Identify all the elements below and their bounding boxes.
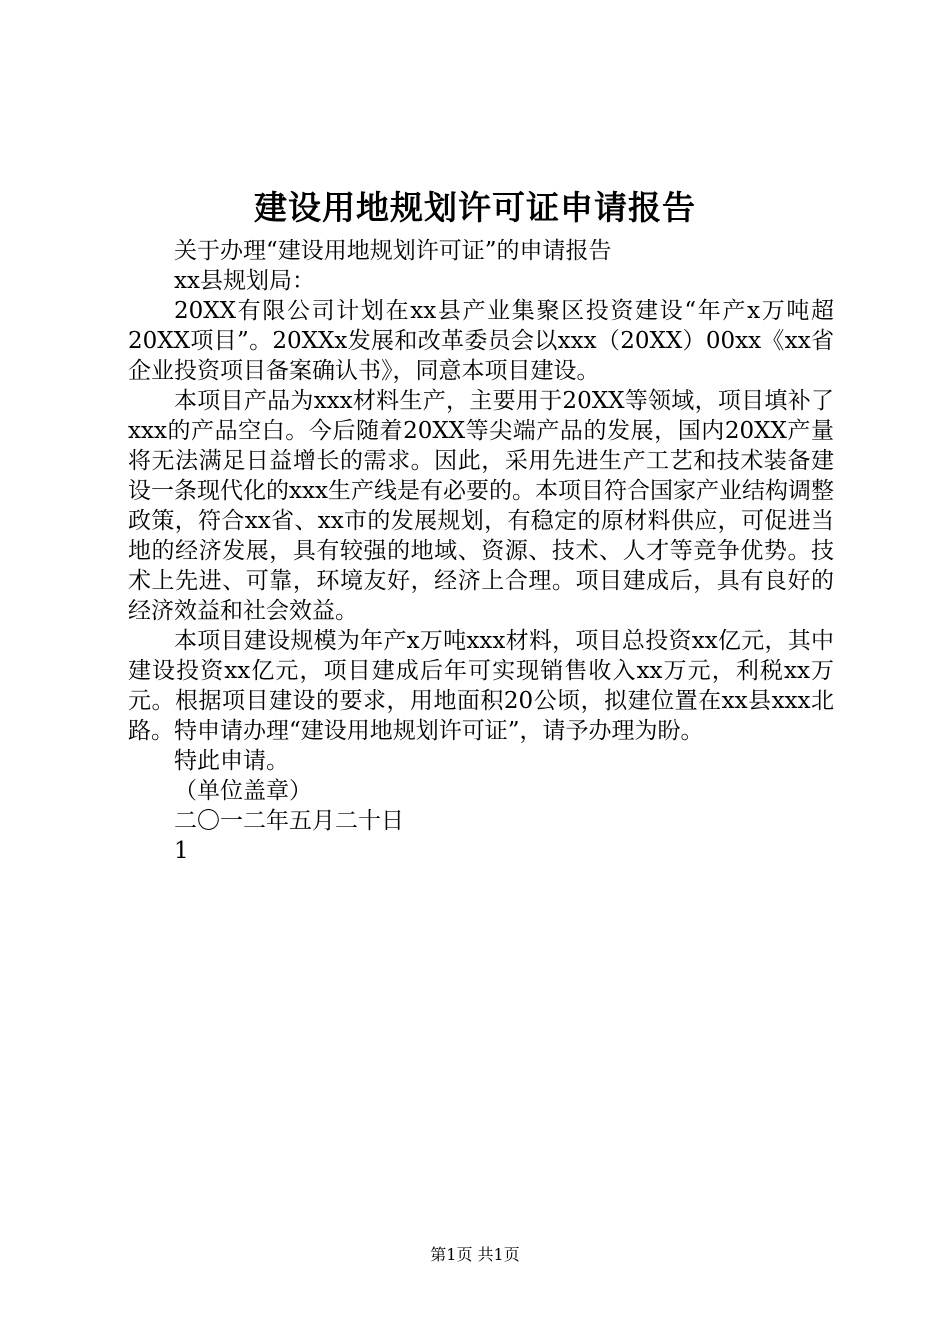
seal-line: （单位盖章）: [174, 778, 312, 804]
recipient-line: xx县规划局：: [174, 268, 315, 294]
body-paragraph: 本项目建设规模为年产x万吨xxx材料，项目总投资xx亿元，其中建设投资xx亿元，项目建成后年可实现销售收入xx万元，利税xx万元。根据项目建设的要求，用地面积20公顷，拟建位置在xx县xxx北路。特申请办理“建设用地规划许可证”，请予办理为盼。: [128, 628, 834, 744]
subject-line: 关于办理“建设用地规划许可证”的申请报告: [174, 238, 612, 264]
page-marker: 1: [174, 838, 189, 864]
date-line: 二〇一二年五月二十日: [174, 808, 404, 834]
body-paragraph: 20XX有限公司计划在xx县产业集聚区投资建设“年产x万吨超20XX项目”。20XXx发展和改革委员会以xxx（20XX）00xx《xx省企业投资项目备案确认书》，同意本项目建设。: [128, 298, 834, 384]
body-paragraph: 本项目产品为xxx材料生产，主要用于20XX等领域，项目填补了xxx的产品空白。今后随着20XX等尖端产品的发展，国内20XX产量将无法满足日益增长的需求。因此，采用先进生产工艺和技术装备建设一条现代化的xxx生产线是有必要的。本项目符合国家产业结构调整政策，符合xx省、xx市的发展规划，有稳定的原材料供应，可促进当地的经济发展，具有较强的地域、资源、技术、人才等竞争优势。技术上先进、可靠，环境友好，经济上合理。项目建成后，具有良好的经济效益和社会效益。: [128, 388, 834, 624]
document-title: 建设用地规划许可证申请报告: [254, 188, 696, 227]
page-footer: 第1页 共1页: [430, 1245, 520, 1264]
document-body: [128, 236, 834, 866]
closing-line: 特此申请。: [174, 748, 289, 774]
